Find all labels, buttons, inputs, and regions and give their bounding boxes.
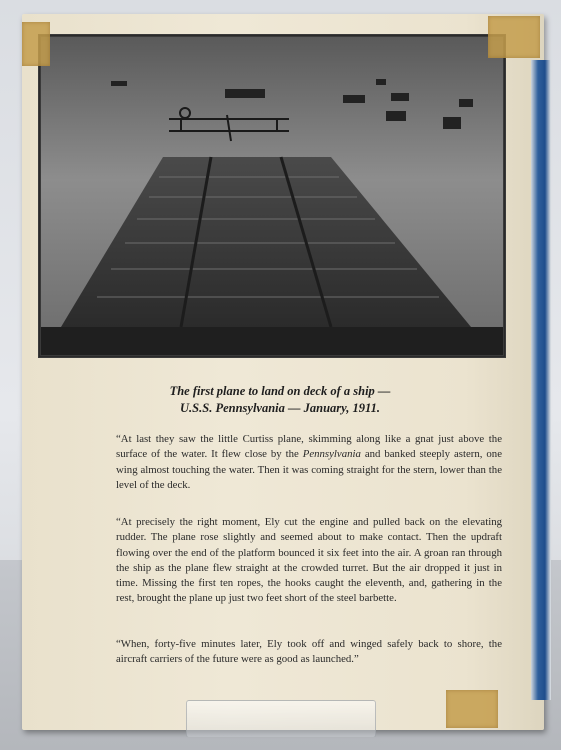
photo-scene [41, 37, 503, 355]
quote-paragraph-1 [116, 432, 502, 493]
tape-corner-top-left [22, 22, 50, 66]
blue-spine-edge [531, 60, 551, 700]
quote-paragraph-3: “When, forty-five minutes later, Ely took off and winged safely back to shore, the aircraft carriers of the future were as good as launched.” [116, 638, 502, 666]
photo-caption-line2: U.S.S. Pennsylvania — January, 1911. [180, 401, 380, 415]
quote-p1-text-b: and banked steeply astern, one wing almost touching the water. Then it was coming straight for the stern, lower than the level of the deck. [116, 448, 502, 491]
tape-corner-top-right [488, 16, 540, 58]
quote-p1-text-a: “At last they saw the little Curtiss plane, skimming along like a gnat just above the surface of the water. It flew close by the [116, 433, 502, 461]
ship-name: Pennsylvania [302, 448, 361, 461]
historic-photo [38, 34, 506, 358]
tape-corner-bottom-right [446, 690, 498, 728]
acrylic-book-stand [186, 700, 376, 738]
quote-paragraph-2: “At precisely the right moment, Ely cut the engine and pulled back on the elevating rudder. The plane rose slightly and seemed about to make contact. Then the updraft flowing over the end of the platform bounced it six feet into the air. A groan ran through the ship as the plane flew straight at the crowded turret. But the air dropped it just in time. Missing the first ten ropes, the hooks caught the eleventh, and, gathering in the rest, brought the plane up just two feet short of the steel barbette. [116, 516, 502, 605]
ship-hull [41, 327, 503, 355]
photo-caption-line1: The first plane to land on deck of a ship — [169, 384, 391, 398]
